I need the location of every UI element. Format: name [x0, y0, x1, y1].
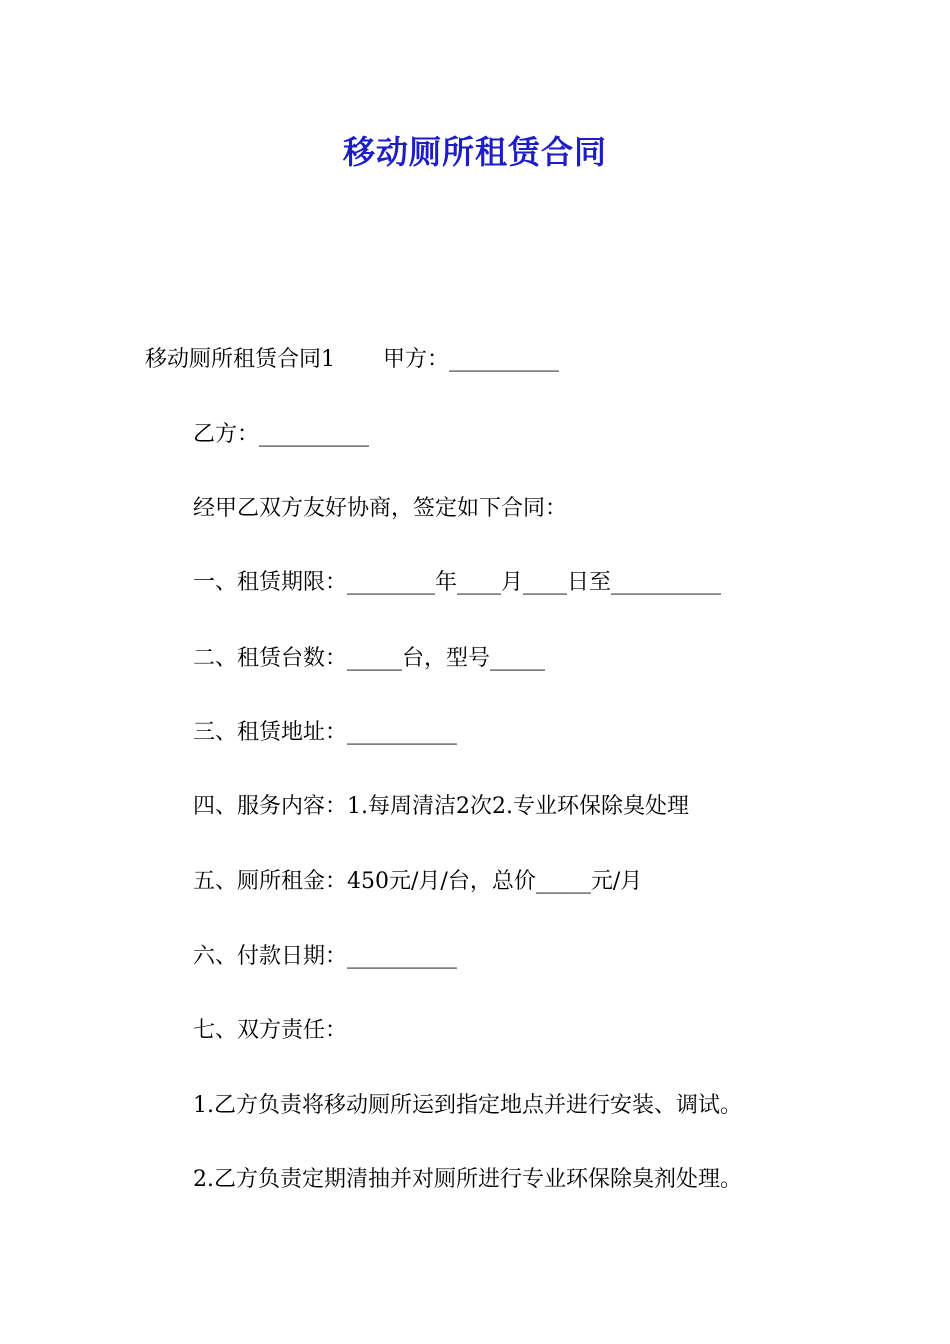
party-a-field: 甲方：__________: [383, 347, 560, 372]
clause-payment-date: 六、付款日期：__________: [193, 944, 458, 969]
clause-responsibilities: 七、双方责任：: [193, 1018, 348, 1043]
contract-subtitle: 移动厕所租赁合同1: [145, 347, 335, 372]
responsibility-item-1: 1.乙方负责将移动厕所运到指定地点并进行安装、调试。: [193, 1093, 742, 1118]
clause-service: 四、服务内容：1.每周清洁2次2.专业环保除臭处理: [193, 794, 689, 819]
contract-heading-line: [145, 344, 559, 376]
clause-lease-term: 一、租赁期限：________年____月____日至__________: [193, 570, 722, 595]
clause-unit-count: 二、租赁台数：_____台，型号_____: [193, 646, 546, 671]
clause-address: 三、租赁地址：__________: [193, 720, 458, 745]
party-b-field: 乙方：__________: [193, 422, 370, 447]
responsibility-item-2: 2.乙方负责定期清抽并对厕所进行专业环保除臭剂处理。: [193, 1167, 742, 1192]
document-title: 移动厕所租赁合同: [342, 133, 607, 171]
intro-paragraph: 经甲乙双方友好协商，签定如下合同：: [193, 496, 568, 521]
clause-rent: 五、厕所租金：450元/月/台，总价_____元/月: [193, 869, 643, 894]
